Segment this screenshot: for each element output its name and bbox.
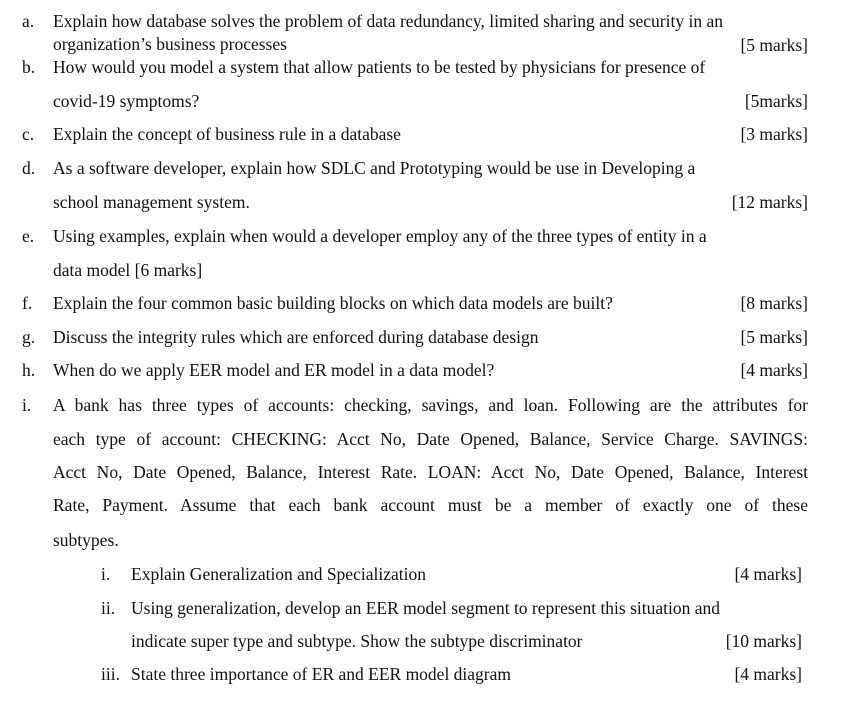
question-label: d.	[22, 158, 36, 178]
question-marks: [5marks]	[744, 91, 808, 111]
subquestion-label: ii.	[101, 598, 116, 618]
question-label: f.	[22, 293, 33, 313]
question-text-line: Rate, Payment. Assume that each bank account must be a member of exactly one of these	[53, 495, 808, 515]
subquestion-marks: [4 marks]	[734, 564, 802, 584]
question-text-line: data model [6 marks]	[53, 260, 203, 280]
question-text-line: subtypes.	[53, 530, 119, 550]
subquestion-label: iii.	[101, 664, 120, 684]
question-marks: [4 marks]	[740, 360, 808, 380]
question-marks: [5 marks]	[740, 327, 808, 347]
question-text-line: Discuss the integrity rules which are enforced during database design	[53, 327, 539, 347]
question-text-line: Explain how database solves the problem of data redundancy, limited sharing and security in an	[53, 11, 723, 31]
question-text-line: each type of account: CHECKING: Acct No, Date Opened, Balance, Service Charge. SAVINGS:	[53, 429, 808, 449]
subquestion-text-line: Explain Generalization and Specialization	[131, 564, 426, 584]
question-text-line: Acct No, Date Opened, Balance, Interest Rate. LOAN: Acct No, Date Opened, Balance, Interest	[53, 462, 808, 482]
question-label: e.	[22, 226, 35, 246]
question-text-line: Using examples, explain when would a developer employ any of the three types of entity in a	[53, 226, 707, 246]
question-text-line: organization’s business processes	[53, 34, 287, 54]
subquestion-label: i.	[101, 564, 111, 584]
question-label: h.	[22, 360, 36, 380]
question-marks: [12 marks]	[731, 192, 808, 212]
question-label: c.	[22, 124, 35, 144]
question-marks: [8 marks]	[740, 293, 808, 313]
question-label: a.	[22, 11, 35, 31]
question-text-line: A bank has three types of accounts: checking, savings, and loan. Following are the attributes for	[53, 395, 808, 415]
subquestion-text-line: indicate super type and subtype. Show the subtype discriminator	[131, 631, 583, 651]
question-label: b.	[22, 57, 36, 77]
subquestion-marks: [10 marks]	[725, 631, 802, 651]
question-text-line: Explain the four common basic building blocks on which data models are built?	[53, 293, 613, 313]
question-text-line: As a software developer, explain how SDLC and Prototyping would be use in Developing a	[53, 158, 696, 178]
question-text-line: Explain the concept of business rule in a database	[53, 124, 401, 144]
question-text-line: school management system.	[53, 192, 250, 212]
subquestion-marks: [4 marks]	[734, 664, 802, 684]
question-marks: [5 marks]	[740, 35, 808, 55]
question-text-line: When do we apply EER model and ER model in a data model?	[53, 360, 495, 380]
subquestion-text-line: Using generalization, develop an EER model segment to represent this situation and	[131, 598, 721, 618]
question-label: g.	[22, 327, 36, 347]
subquestion-text-line: State three importance of ER and EER model diagram	[131, 664, 512, 684]
question-marks: [3 marks]	[740, 124, 808, 144]
question-text-line: How would you model a system that allow patients to be tested by physicians for presence of	[53, 57, 706, 77]
question-text-line: covid-19 symptoms?	[53, 91, 200, 111]
question-label: i.	[22, 395, 32, 415]
